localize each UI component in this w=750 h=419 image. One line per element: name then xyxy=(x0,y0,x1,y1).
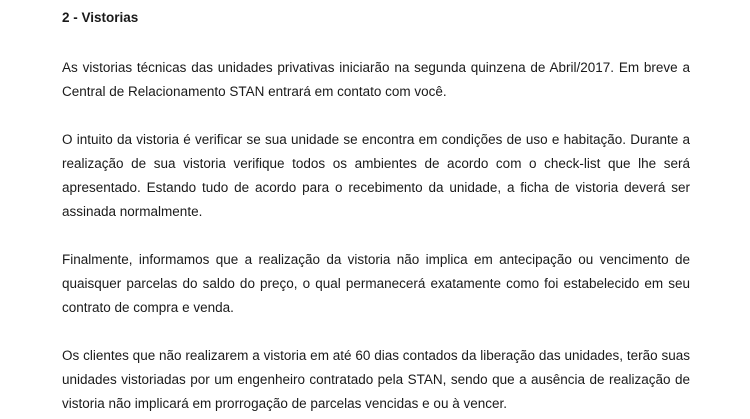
section-title: 2 - Vistorias xyxy=(62,10,139,25)
paragraph-vistoria-purpose: O intuito da vistoria é verificar se sua unidade se encontra em condições de uso e habitação. Durante a realização de sua vistoria verifique todos os ambientes de acordo com o check-list que lhe será apresentado. Estando tudo de acordo para o recebimento da unidade, a ficha de vistoria deverá ser assinada normalmente. xyxy=(62,132,690,219)
paragraph-vistorias-schedule: As vistorias técnicas das unidades privativas iniciarão na segunda quinzena de Abril/2017. Em breve a Central de Relacionamento STAN entrará em contato com você. xyxy=(62,60,690,99)
document-body xyxy=(62,0,690,416)
paragraph-payment-terms: Finalmente, informamos que a realização da vistoria não implica em antecipação ou vencimento de quaisquer parcelas do saldo do preço, o qual permanecerá exatamente como foi estabelecido em seu contrato de compra e venda. xyxy=(62,252,690,315)
paragraph-missed-vistoria: Os clientes que não realizarem a vistoria em até 60 dias contados da liberação das unidades, terão suas unidades vistoriadas por um engenheiro contratado pela STAN, sendo que a ausência de realização de vistoria não implicará em prorrogação de parcelas vencidas e ou à vencer. xyxy=(62,348,690,411)
